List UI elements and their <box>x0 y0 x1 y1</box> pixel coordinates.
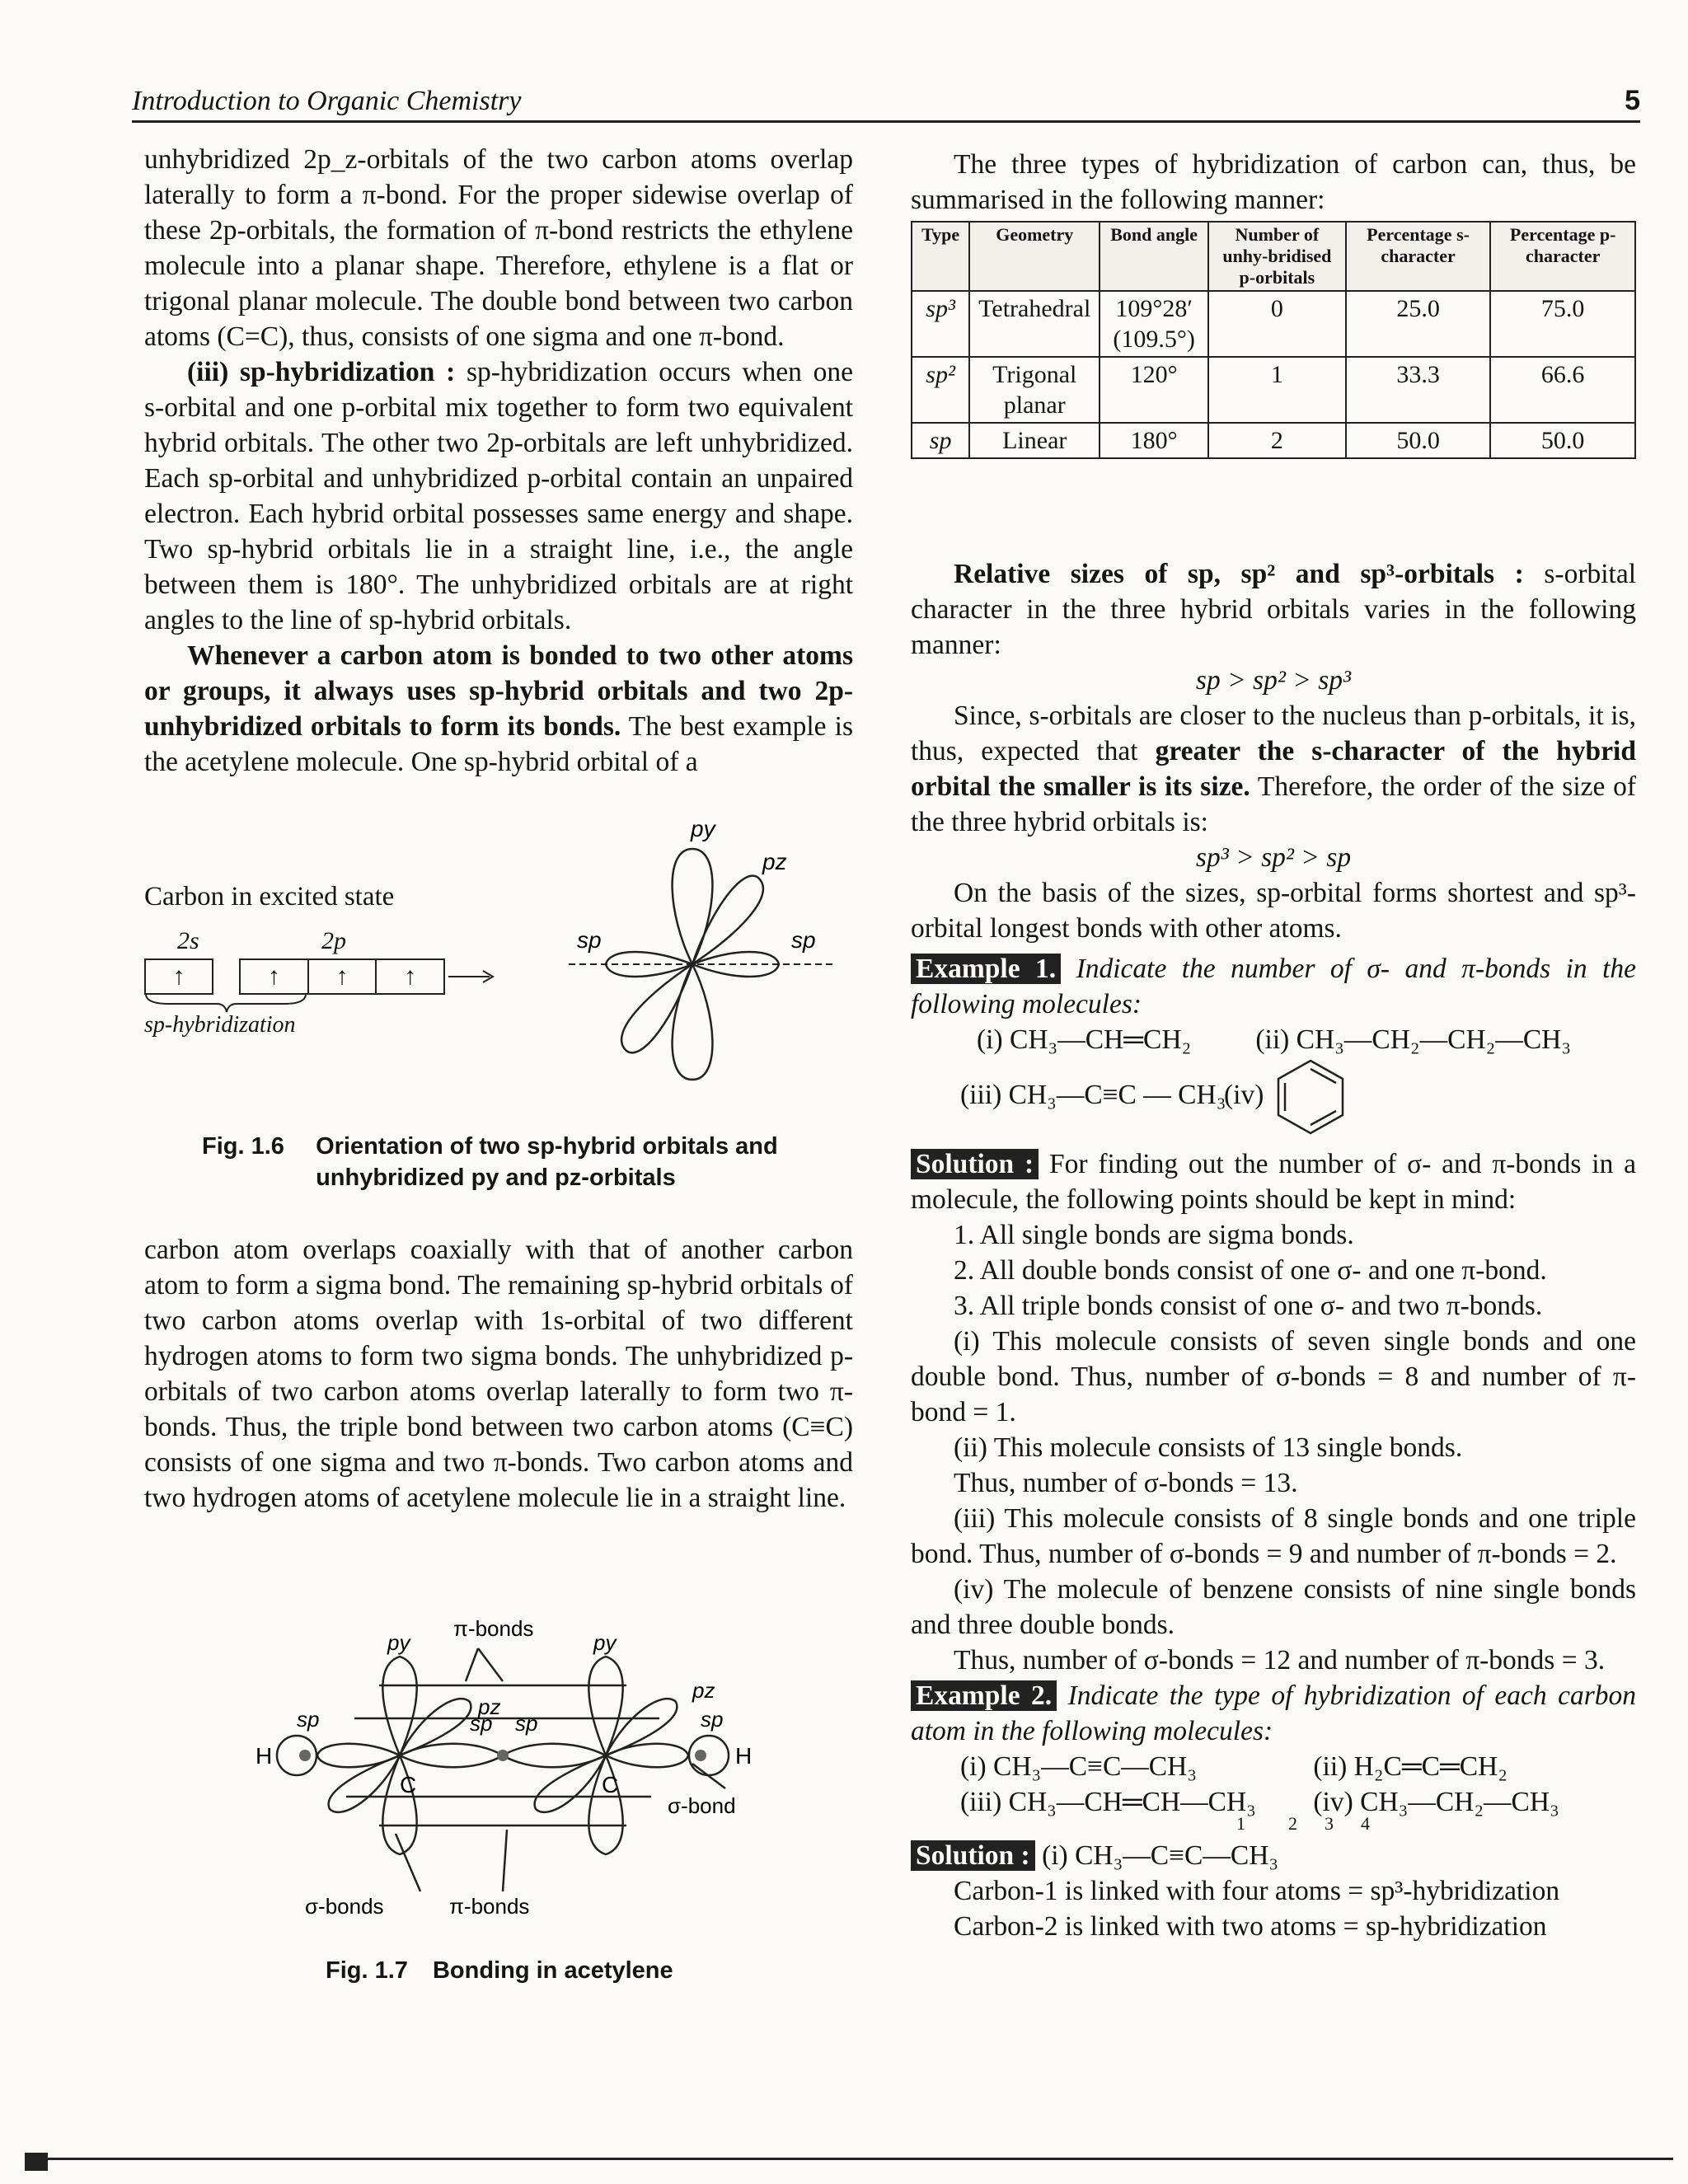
running-header <box>132 79 1640 123</box>
sp-label-4: sp <box>701 1707 724 1732</box>
table-cell: sp² <box>912 357 969 423</box>
fig-1-7-caption-text: Bonding in acetylene <box>432 1957 673 1984</box>
carbon-2-answer: Carbon-2 is linked with two atoms = sp-hybridization <box>954 1911 1547 1942</box>
pz-label: pz <box>762 849 787 874</box>
since-bold: greater the s-character of the hybrid orbital the smaller is its size. <box>911 736 1636 802</box>
py-label-right: py <box>593 1630 617 1655</box>
table-cell: 0 <box>1208 291 1346 357</box>
answer-iv-2: Thus, number of σ-bonds = 12 and number of π-bonds = 3. <box>954 1645 1606 1675</box>
fig-1-6-caption <box>202 1131 861 1193</box>
answer-i: (i) This molecule consists of seven single bonds and one double bond. Thus, number of σ-bonds = 8 and number of π-bond = 1. <box>911 1326 1636 1427</box>
sp-label-left: sp <box>577 927 602 953</box>
running-title: Introduction to Organic Chemistry <box>132 86 522 116</box>
example-2-molecules-a <box>911 1749 1636 1784</box>
carbon-1-answer: Carbon-1 is linked with four atoms = sp³-hybridization <box>954 1876 1560 1906</box>
example-2-tag: Example 2. <box>911 1680 1057 1711</box>
table-cell: 50.0 <box>1346 423 1491 458</box>
table-row <box>912 357 1635 423</box>
fig-1-6-number: Fig. 1.6 <box>202 1133 284 1160</box>
relative-sizes-head: Relative sizes of sp, sp² and sp³-orbitals : <box>954 559 1524 589</box>
equation-s-character: sp > sp² > sp³ <box>1195 665 1352 696</box>
since-part-2: Therefore, the order of the size of the three hybrid orbitals is: <box>911 771 1637 837</box>
example-2-molecules-b <box>911 1784 1636 1820</box>
sp-rule-body: The best example is the acetylene molecule. One sp-hybrid orbital of a <box>144 711 853 777</box>
arrow-right-icon <box>447 964 496 989</box>
list-item: 3. All triple bonds consist of one σ- and two π-bonds. <box>954 1291 1543 1321</box>
carbon-number: 2 <box>1288 1813 1297 1834</box>
fig-1-7-caption <box>326 1955 787 1986</box>
c-label-left: C <box>400 1772 417 1797</box>
h-label-left: H <box>256 1743 273 1769</box>
hybridization-table <box>911 221 1636 459</box>
page-number: 5 <box>1625 85 1640 116</box>
answer-iv-1: (iv) The molecule of benzene consists of nine single bonds and three double bonds. <box>911 1574 1636 1640</box>
paragraph-summary-intro: The three types of hybridization of carbon can, thus, be summarised in the following manner: <box>911 149 1636 215</box>
solution-1-tag: Solution : <box>911 1149 1039 1179</box>
table-header: Percentage s-character <box>1346 222 1491 291</box>
example-1-question <box>911 951 1636 1022</box>
orbital-boxes-2p <box>239 958 445 995</box>
c-label-right: C <box>602 1772 619 1797</box>
carbon-number-labels <box>911 1813 1636 1838</box>
example-2-question <box>911 1678 1636 1749</box>
paragraph-since <box>911 698 1636 840</box>
footer-rule <box>25 2158 1673 2160</box>
solution-2-molecule: (i) CH₃—C≡C—CH₃ <box>1042 1840 1279 1871</box>
example-1-tag: Example 1. <box>911 954 1061 984</box>
example-1-molecules-b <box>911 1057 1636 1130</box>
molecule-2-i: (i) CH₃—C≡C—CH₃ <box>960 1751 1198 1782</box>
py-label-left: py <box>387 1630 410 1655</box>
paragraph-ethylene: unhybridized 2p_z-orbitals of the two carbon atoms overlap laterally to form a π-bond. For the proper sidewise overlap of these 2p-orbitals, the formation of π-bond restricts the ethylene molecule into a planar shape. Therefore, ethylene is a flat or trigonal planar molecule. The double bond between two carbon atoms (C=C), thus, consists of one sigma and one π-bond. <box>144 144 853 352</box>
table-cell: 75.0 <box>1490 291 1635 357</box>
paragraph-sp-hybridization <box>144 354 853 638</box>
carbon-number: 3 <box>1325 1813 1334 1834</box>
molecule-2-ii: (ii) H₂C═C═CH₂ <box>1313 1751 1507 1782</box>
paragraph-relative-sizes <box>911 556 1636 663</box>
orbital-label-2s: 2s <box>177 927 199 954</box>
pz-label-left: pz <box>478 1694 501 1719</box>
table-cell: 33.3 <box>1346 357 1491 423</box>
left-column-bottom <box>144 1232 853 1516</box>
molecule-iii: (iii) CH₃—C≡C — CH₃ <box>960 1080 1226 1110</box>
up-arrow: ↑ <box>309 960 377 993</box>
table-cell: Linear <box>969 423 1100 458</box>
orbital-box-2s <box>144 958 213 995</box>
molecule-2-iii: (iii) CH₃—CH═CH—CH₃ <box>960 1787 1256 1817</box>
table-header: Bond angle <box>1100 222 1208 291</box>
fig-1-6 <box>140 816 865 1203</box>
h-label-right: H <box>735 1743 753 1769</box>
list-item: 2. All double bonds consist of one σ- and one π-bond. <box>954 1255 1547 1286</box>
molecule-2-iv: (iv) CH₃—CH₂—CH₃ <box>1313 1787 1559 1817</box>
left-column-top <box>144 142 853 780</box>
up-arrow: ↑ <box>241 960 309 993</box>
pi-bonds-label-bottom: π-bonds <box>449 1894 530 1919</box>
fig-1-7 <box>231 1599 791 1994</box>
up-arrow: ↑ <box>172 963 185 990</box>
excited-state-label: Carbon in excited state <box>144 882 395 912</box>
sp-label-2: sp <box>470 1711 493 1736</box>
paragraph-sp-rule <box>144 638 853 780</box>
sp-label-1: sp <box>297 1707 320 1732</box>
solution-2-tag: Solution : <box>911 1840 1035 1871</box>
benzene-ring-icon <box>1273 1057 1348 1136</box>
table-cell: Trigonal planar <box>969 357 1100 423</box>
answer-iii: (iii) This molecule consists of 8 single bonds and one triple bond. Thus, number of σ-bonds = 9 and number of π-bonds = 2. <box>911 1503 1636 1569</box>
example-2-text: Indicate the type of hybridization of each carbon atom in the following molecules: <box>911 1680 1636 1746</box>
section-head-sp: (iii) sp-hybridization : <box>187 357 456 387</box>
answer-ii-2: Thus, number of σ-bonds = 13. <box>954 1468 1298 1498</box>
table-cell: 25.0 <box>1346 291 1491 357</box>
table-row <box>912 423 1635 458</box>
since-part-1: Since, s-orbitals are closer to the nucleus than p-orbitals, it is, thus, expected that <box>911 701 1636 766</box>
paragraph-basis: On the basis of the sizes, sp-orbital forms shortest and sp³-orbital longest bonds with other atoms. <box>911 878 1636 944</box>
table-header: Number of unhy-bridised p-orbitals <box>1208 222 1346 291</box>
acetylene-bonding-diagram <box>231 1599 791 1929</box>
molecule-iv: (iv) <box>1224 1080 1264 1110</box>
sp-orbital-diagram <box>552 816 849 1096</box>
right-column-top <box>911 147 1636 218</box>
sp-label-right: sp <box>791 927 816 953</box>
sp-label-3: sp <box>515 1711 538 1736</box>
py-label: py <box>691 816 715 841</box>
sp-hybridization-label: sp-hybridization <box>144 1012 296 1038</box>
carbon-number: 4 <box>1361 1813 1370 1834</box>
paragraph-acetylene: carbon atom overlaps coaxially with that of another carbon atom to form a sigma bond. The remaining sp-hybrid orbitals of two carbon atoms overlap with 1s-orbital of two different hydrogen atoms to form two sigma bonds. The unhybridized p-orbitals of two carbon atoms overlap laterally to form two π-bonds. Thus, the triple bond between two carbon atoms (C≡C) consists of one sigma and two π-bonds. Two carbon atoms and two hydrogen atoms of acetylene molecule lie in a straight line. <box>144 1235 853 1513</box>
example-1-text: Indicate the number of σ- and π-bonds in the following molecules: <box>911 954 1637 1019</box>
table-cell: sp³ <box>912 291 969 357</box>
pi-bonds-label-top: π-bonds <box>453 1616 534 1641</box>
sigma-bonds-label: σ-bonds <box>305 1894 384 1919</box>
list-item: 1. All single bonds are sigma bonds. <box>954 1220 1354 1250</box>
table-cell: 66.6 <box>1490 357 1635 423</box>
sigma-bond-label: σ-bond <box>668 1793 736 1818</box>
sp-rule-bold: Whenever a carbon atom is bonded to two other atoms or groups, it always uses sp-hybrid orbitals and two 2p-unhybridized orbitals to form its bonds. <box>144 640 853 742</box>
carbon-number: 1 <box>1236 1813 1245 1834</box>
orbital-label-2p: 2p <box>321 927 346 954</box>
footer-mark <box>25 2153 48 2171</box>
solution-1-text: For finding out the number of σ- and π-bonds in a molecule, the following points should be kept in mind: <box>911 1149 1637 1215</box>
answer-ii-1: (ii) This molecule consists of 13 single bonds. <box>954 1432 1463 1463</box>
molecule-ii: (ii) CH₃—CH₂—CH₂—CH₃ <box>1255 1024 1572 1055</box>
table-header-row <box>912 222 1635 291</box>
example-1-molecules-a <box>911 1022 1636 1057</box>
equation-size-order: sp³ > sp² > sp <box>1195 842 1352 873</box>
table-cell: 120° <box>1100 357 1208 423</box>
sp-body: sp-hybridization occurs when one s-orbital and one p-orbital mix together to form two equivalent hybrid orbitals. The other two 2p-orbitals are left unhybridized. Each sp-orbital and unhybridized p-orbital contain an unpaired electron. Each hybrid orbital possesses same energy and shape. Two sp-hybrid orbitals lie in a straight line, i.e., the angle between them is 180°. The unhybridized orbitals are at right angles to the line of sp-hybrid orbitals. <box>144 357 854 635</box>
up-arrow: ↑ <box>404 963 417 990</box>
table-header: Geometry <box>969 222 1100 291</box>
table-cell: 2 <box>1208 423 1346 458</box>
table-header: Percentage p-character <box>1490 222 1635 291</box>
table-row <box>912 291 1635 357</box>
fig-1-6-caption-text: Orientation of two sp-hybrid orbitals and unhybridized py and pz-orbitals <box>316 1133 778 1191</box>
table-cell: Tetrahedral <box>969 291 1100 357</box>
solution-1-intro <box>911 1146 1636 1217</box>
molecule-i: (i) CH₃—CH═CH₂ <box>977 1024 1192 1055</box>
pz-label-right: pz <box>692 1678 715 1703</box>
table-cell: 1 <box>1208 357 1346 423</box>
table-cell: 50.0 <box>1490 423 1635 458</box>
table-cell: sp <box>912 423 969 458</box>
table-cell: 109°28′ (109.5°) <box>1100 291 1208 357</box>
relative-sizes-body: s-orbital character in the three hybrid orbitals varies in the following manner: <box>911 559 1637 660</box>
table-cell: 180° <box>1100 423 1208 458</box>
solution-2-line <box>911 1838 1636 1873</box>
fig-1-7-number: Fig. 1.7 <box>326 1957 408 1984</box>
table-header: Type <box>912 222 969 291</box>
right-column-main <box>911 556 1636 1944</box>
